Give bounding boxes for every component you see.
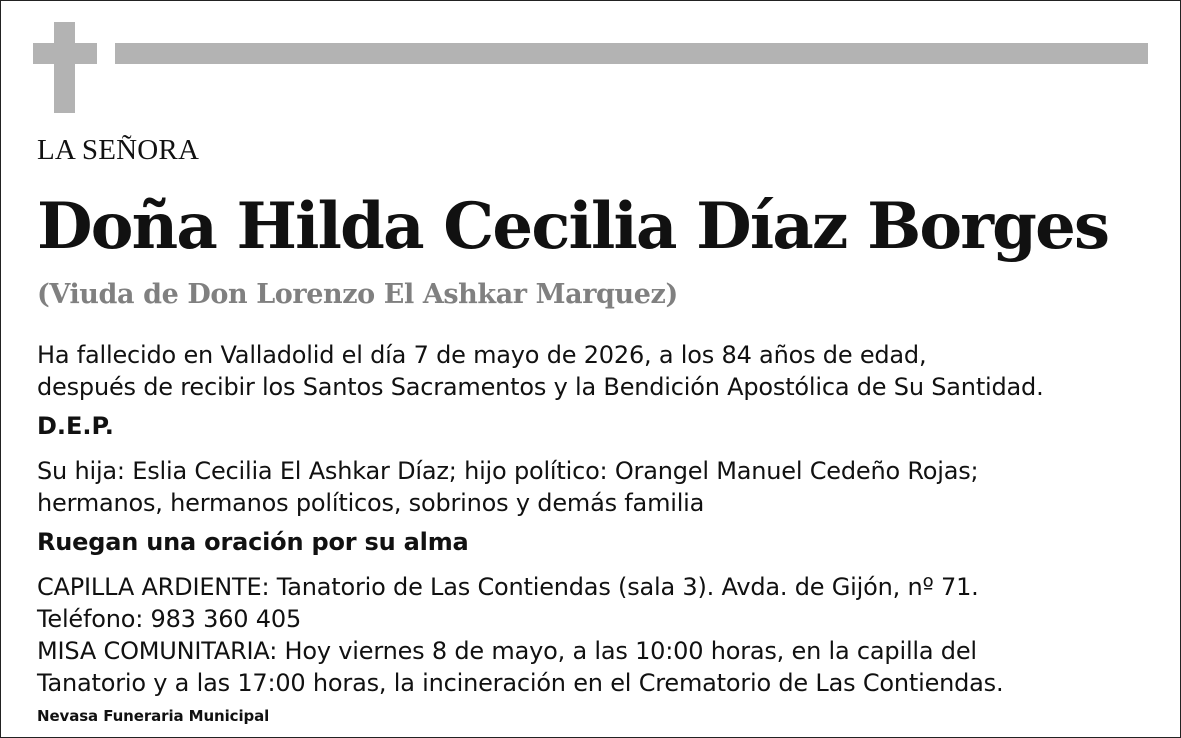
prayer-request: Ruegan una oración por su alma xyxy=(37,528,469,556)
cross-icon-horizontal xyxy=(33,43,97,64)
header-rule xyxy=(115,43,1148,64)
service-details xyxy=(37,571,1003,699)
death-line: Ha fallecido en Valladolid el día 7 de mayo de 2026, a los 84 años de edad, xyxy=(37,341,927,369)
service-line: CAPILLA ARDIENTE: Tanatorio de Las Contiendas (sala 3). Avda. de Gijón, nº 71. xyxy=(37,573,979,601)
service-line: Teléfono: 983 360 405 xyxy=(37,605,302,633)
family-list xyxy=(37,455,978,519)
honorific: LA SEÑORA xyxy=(37,134,200,166)
funeral-home: Nevasa Funeraria Municipal xyxy=(37,707,270,725)
deceased-name: Doña Hilda Cecilia Díaz Borges xyxy=(37,189,1109,264)
family-line: hermanos, hermanos políticos, sobrinos y demás familia xyxy=(37,489,705,517)
dep-label: D.E.P. xyxy=(37,412,114,440)
service-line: MISA COMUNITARIA: Hoy viernes 8 de mayo, a las 10:00 horas, en la capilla del xyxy=(37,637,977,665)
cross-icon-vertical xyxy=(54,22,75,113)
widow-of: (Viuda de Don Lorenzo El Ashkar Marquez) xyxy=(37,279,678,310)
death-announcement xyxy=(37,339,1044,403)
family-line: Su hija: Eslia Cecilia El Ashkar Díaz; hijo político: Orangel Manuel Cedeño Rojas; xyxy=(37,457,979,485)
death-line: después de recibir los Santos Sacramentos y la Bendición Apostólica de Su Santidad. xyxy=(37,373,1044,401)
service-line: Tanatorio y a las 17:00 horas, la incineración en el Crematorio de Las Contiendas. xyxy=(37,669,1004,697)
